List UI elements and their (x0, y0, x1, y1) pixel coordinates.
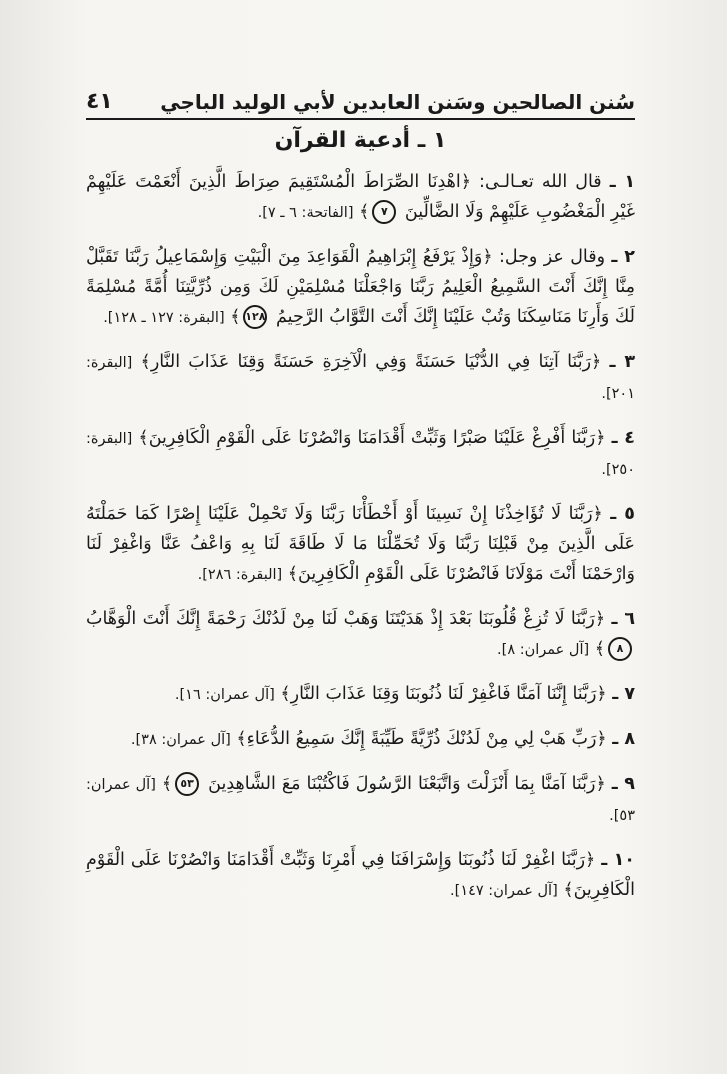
section-title: ١ ـ أدعية القرآن (274, 128, 447, 153)
dua-entry-7 (86, 679, 635, 710)
entry-text: ﴿رَبَّنَا أَفْرِغْ عَلَيْنَا صَبْرًا وَثَبِّتْ أَقْدَامَنَا وَانْصُرْنَا عَلَى الْقَوْمِ الْكَافِرِينَ (148, 428, 606, 448)
entry-number: ٥ ـ (610, 504, 635, 524)
entry-text: وقال عز وجل: ﴿وَإِذْ يَرْفَعُ إِبْرَاهِيمُ الْقَوَاعِدَ مِنَ الْبَيْتِ وَإِسْمَاعِيلُ رَبَّنَا تَقَبَّلْ مِنَّا إِنَّكَ أَنْتَ السَّمِيعُ الْعَلِيمُ رَبَّنَا وَاجْعَلْنَا مُسْلِمَيْنِ لَكَ وَمِن ذُرِّيَّتِنَا أُمَّةً مُسْلِمَةً لَكَ وَأَرِنَا مَنَاسِكَنَا وَتُبْ عَلَيْنَا إِنَّكَ أَنْتَ التَّوَّابُ الرَّحِيمُ (86, 247, 635, 327)
verse-close-bracket: ﴾ (287, 564, 299, 584)
verse-close-bracket: ﴾ (594, 639, 605, 659)
running-title: سُنن الصالحين وسَنن العابدين لأبي الوليد الباجي (160, 90, 635, 114)
entry-reference: [آل عمران: ٨]. (497, 642, 590, 658)
entry-number: ٩ ـ (611, 774, 635, 794)
entry-text: ﴿رَبَّنَا آمَنَّا بِمَا أَنْزَلْتَ وَاتَّبَعْنَا الرَّسُولَ فَاكْتُبْنَا مَعَ الشَّاهِدِينَ (208, 774, 606, 794)
entry-text: ﴿رَبَّنَا لَا تُزِغْ قُلُوبَنَا بَعْدَ إِذْ هَدَيْتَنَا وَهَبْ لَنَا مِنْ لَدُنْكَ رَحْمَةً إِنَّكَ أَنْتَ الْوَهَّابُ (86, 609, 606, 629)
entry-text: ﴿رَبَّنَا اغْفِرْ لَنَا ذُنُوبَنَا وَإِسْرَافَنَا فِي أَمْرِنَا وَثَبِّتْ أَقْدَامَنَا وَانْصُرْنَا عَلَى الْقَوْمِ الْكَافِرِينَ (86, 850, 635, 900)
page-number: ٤١ (86, 89, 113, 114)
entry-reference: [آل عمران: ١٦]. (174, 687, 275, 703)
verse-end-marker: ٥٣ (175, 772, 199, 796)
entry-reference: [البقرة: ٢٠١]. (86, 355, 635, 402)
entry-number: ٦ ـ (611, 609, 635, 629)
verse-close-bracket: ﴾ (161, 774, 173, 794)
dua-entry-2 (86, 242, 635, 333)
entry-number: ٧ ـ (612, 684, 635, 704)
entry-number: ١٠ ـ (601, 850, 635, 870)
entry-text: ﴿رَبِّ هَبْ لِي مِنْ لَدُنْكَ ذُرِّيَّةً طَيِّبَةً إِنَّكَ سَمِيعُ الدُّعَاءِ (246, 729, 607, 749)
dua-entry-8 (86, 724, 635, 755)
entry-reference: [آل عمران: ١٤٧]. (450, 883, 558, 899)
verse-close-bracket: ﴾ (563, 880, 574, 900)
verse-end-marker: ٧ (372, 200, 396, 224)
entry-reference: [آل عمران: ٥٣]. (86, 777, 635, 824)
entry-number: ٢ ـ (611, 247, 635, 267)
entry-number: ٣ ـ (609, 352, 635, 372)
entry-text: ﴿رَبَّنَا لَا تُؤَاخِذْنَا إِنْ نَسِينَا أَوْ أَخْطَأْنَا رَبَّنَا وَلَا تَحْمِلْ عَلَيْنَا إِصْرًا كَمَا حَمَلْتَهُ عَلَى الَّذِينَ مِنْ قَبْلِنَا رَبَّنَا وَلَا تُحَمِّلْنَا مَا لَا طَاقَةَ لَنَا بِهِ وَاعْفُ عَنَّا وَاغْفِرْ لَنَا وَارْحَمْنَا أَنْتَ مَوْلَانَا فَانْصُرْنَا عَلَى الْقَوْمِ الْكَافِرِينَ (86, 504, 635, 584)
entry-reference: [البقرة: ١٢٧ ـ ١٢٨]. (103, 310, 225, 326)
entry-text: قال الله تعـالـى: ﴿اهْدِنَا الصِّرَاطَ الْمُسْتَقِيمَ صِرَاطَ الَّذِينَ أَنْعَمْتَ عَلَيْهِمْ غَيْرِ الْمَغْضُوبِ عَلَيْهِمْ وَلَا الضَّالِّينَ (86, 172, 635, 222)
entry-number: ٤ ـ (611, 428, 635, 448)
entry-reference: [آل عمران: ٣٨]. (130, 732, 231, 748)
verse-end-marker: ٨ (608, 637, 632, 661)
verse-close-bracket: ﴾ (236, 729, 247, 749)
dua-entry-6 (86, 604, 635, 665)
verse-close-bracket: ﴾ (359, 202, 370, 222)
dua-entry-3 (86, 347, 635, 409)
entry-reference: [البقرة: ٢٥٠]. (86, 431, 635, 478)
dua-entry-10 (86, 845, 635, 906)
entry-number: ١ ـ (609, 172, 635, 192)
dua-entry-9 (86, 769, 635, 831)
dua-entry-4 (86, 423, 635, 485)
entry-reference: [البقرة: ٢٨٦]. (197, 567, 283, 583)
entry-reference: [الفاتحة: ٦ ـ ٧]. (257, 205, 354, 221)
entry-text: ﴿رَبَّنَا إِنَّنَا آمَنَّا فَاغْفِرْ لَنَا ذُنُوبَنَا وَقِنَا عَذَابَ النَّارِ (290, 684, 607, 704)
dua-entry-5 (86, 499, 635, 590)
entry-text: ﴿رَبَّنَا آتِنَا فِي الدُّنْيَا حَسَنَةً وَفِي الْآخِرَةِ حَسَنَةً وَقِنَا عَذَابَ النَّارِ (150, 352, 602, 372)
page-content (86, 128, 635, 920)
verse-end-marker: ١٢٨ (243, 305, 267, 329)
verse-close-bracket: ﴾ (138, 428, 149, 448)
page-header (86, 78, 635, 120)
entry-number: ٨ ـ (612, 729, 635, 749)
dua-entry-1 (86, 167, 635, 228)
verse-close-bracket: ﴾ (280, 684, 291, 704)
verse-close-bracket: ﴾ (230, 307, 241, 327)
verse-close-bracket: ﴾ (140, 352, 151, 372)
